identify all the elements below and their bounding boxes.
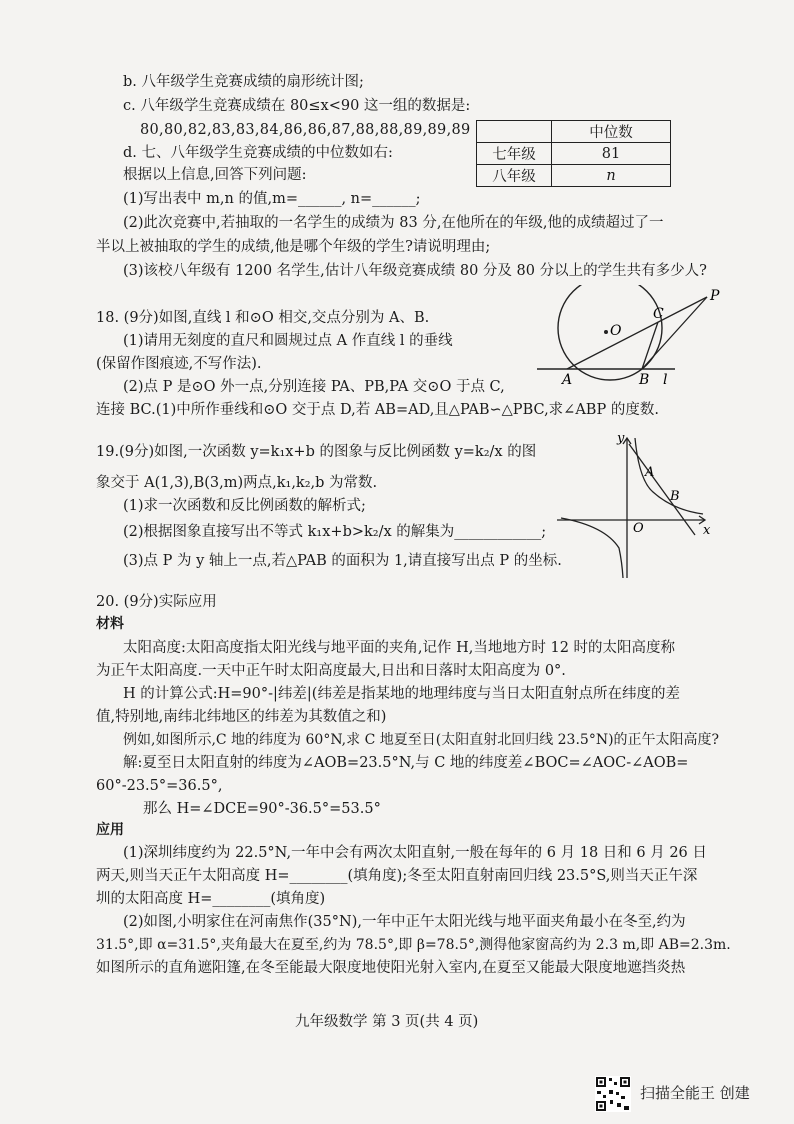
data-list: 80,80,82,83,83,84,86,86,87,88,88,89,89,89 — [140, 122, 471, 138]
text-line: 如图所示的直角遮阳篷,在冬至能最大限度地使阳光射入室内,在夏至又能最大限度地遮挡炎热 — [96, 960, 686, 976]
question-18-title: 18. (9分)如图,直线 l 和⊙O 相交,交点分别为 A、B. — [96, 310, 430, 326]
text-line: (2)点 P 是⊙O 外一点,分别连接 PA、PB,PA 交⊙O 于点 C, — [123, 379, 505, 395]
table-cell: n — [552, 165, 671, 187]
table-row — [477, 121, 671, 143]
median-table — [476, 120, 671, 187]
figure-18-circle-diagram — [535, 285, 730, 390]
text-line: (1)深圳纬度约为 22.5°N,一年中会有两次太阳直射,一般在每年的 6 月 18 日和 6 月 26 日 — [123, 845, 707, 861]
label-p: P — [710, 288, 720, 304]
label-x: x — [703, 523, 711, 538]
text-line: b. 八年级学生竞赛成绩的扇形统计图; — [123, 74, 364, 90]
text-line: (1)写出表中 m,n 的值,m=______, n=______; — [123, 191, 421, 207]
text-line: 为正午太阳高度.一天中正午时太阳高度最大,日出和日落时太阳高度为 0°. — [96, 663, 566, 679]
text-line: 60°-23.5°=36.5°, — [96, 778, 223, 794]
segment-pb — [642, 297, 707, 369]
text-line: 那么 H=∠DCE=90°-36.5°=53.5° — [143, 801, 381, 817]
text-line: 象交于 A(1,3),B(3,m)两点,k₁,k₂,b 为常数. — [96, 475, 378, 491]
section-heading-application: 应用 — [96, 822, 124, 838]
text-line: 圳的太阳高度 H=________(填角度) — [96, 891, 326, 907]
text-line: (2)此次竞赛中,若抽取的一名学生的成绩为 83 分,在他所在的年级,他的成绩超过了一 — [123, 215, 664, 231]
text-line: 连接 BC.(1)中所作垂线和⊙O 交于点 D,若 AB=AD,且△PAB∽△PBC,求∠ABP 的度数. — [96, 402, 659, 418]
label-b: B — [670, 489, 680, 504]
table-cell: 中位数 — [552, 121, 671, 143]
label-l: l — [663, 372, 668, 388]
qr-code-icon — [595, 1076, 631, 1112]
label-c: C — [653, 306, 664, 322]
text-line: 值,特别地,南纬北纬地区的纬差为其数值之和) — [96, 709, 387, 725]
label-o: O — [633, 521, 644, 536]
text-line: (3)点 P 为 y 轴上一点,若△PAB 的面积为 1,请直接写出点 P 的坐标. — [123, 553, 562, 569]
question-19-title: 19.(9分)如图,一次函数 y=k₁x+b 的图象与反比例函数 y=k₂/x 的图 — [96, 444, 537, 460]
label-a: A — [645, 465, 655, 480]
text-line: 半以上被抽取的学生的成绩,他是哪个年级的学生?请说明理由; — [96, 239, 491, 255]
text-line: (1)请用无刻度的直尺和圆规过点 A 作直线 l 的垂线 — [123, 333, 453, 349]
label-y: y — [617, 431, 625, 446]
text-line: (1)求一次函数和反比例函数的解析式; — [123, 498, 366, 514]
label-b: B — [639, 372, 650, 388]
table-row — [477, 143, 671, 165]
center-dot — [604, 330, 608, 334]
table-row — [477, 165, 671, 187]
text-line: (2)如图,小明家住在河南焦作(35°N),一年中正午太阳光线与地平面夹角最小在冬至,约为 — [123, 914, 686, 930]
text-line: 解:夏至日太阳直射的纬度为∠AOB=23.5°N,与 C 地的纬度差∠BOC=∠AOC-∠AOB= — [123, 755, 689, 771]
question-20-title: 20. (9分)实际应用 — [96, 594, 217, 610]
text-line: (2)根据图象直接写出不等式 k₁x+b>k₂/x 的解集为____________; — [123, 524, 547, 540]
table-cell: 八年级 — [477, 165, 552, 187]
text-line: (3)该校八年级有 1200 名学生,估计八年级竞赛成绩 80 分及 80 分以上的学生共有多少人? — [123, 263, 707, 279]
table-cell: 81 — [552, 143, 671, 165]
segment-pa — [567, 297, 707, 369]
text-line: 太阳高度:太阳高度指太阳光线与地平面的夹角,记作 H,当地地方时 12 时的太阳高度称 — [123, 640, 676, 656]
page-footer: 九年级数学 第 3 页(共 4 页) — [295, 1014, 479, 1030]
text-line: d. 七、八年级学生竞赛成绩的中位数如右: — [123, 145, 393, 161]
section-heading-material: 材料 — [96, 616, 124, 632]
text-line: H 的计算公式:H=90°-|纬差|(纬差是指某地的地理纬度与当日太阳直射点所在纬度的差 — [123, 686, 680, 702]
label-a: A — [562, 372, 573, 388]
text-line: (保留作图痕迹,不写作法). — [96, 356, 262, 372]
text-line: 两天,则当天正午太阳高度 H=________(填角度);冬至太阳直射南回归线 23.5°S,则当天正午深 — [96, 868, 698, 884]
text-line: c. 八年级学生竞赛成绩在 80≤x<90 这一组的数据是: — [123, 98, 471, 114]
text-line: 根据以上信息,回答下列问题: — [123, 167, 307, 183]
text-line: 例如,如图所示,C 地的纬度为 60°N,求 C 地夏至日(太阳直射北回归线 23.5°N)的正午太阳高度? — [123, 732, 720, 748]
hyperbola-branch-3 — [561, 518, 623, 578]
text-line: 31.5°,即 α=31.5°,夹角最大在夏至,约为 78.5°,即 β=78.5°,测得他家窗高约为 2.3 m,即 AB=2.3m. — [96, 937, 731, 953]
table-cell — [477, 121, 552, 143]
scanner-watermark: 扫描全能王 创建 — [640, 1084, 750, 1102]
figure-19-function-graph — [555, 430, 715, 580]
table-cell: 七年级 — [477, 143, 552, 165]
label-o: O — [610, 323, 622, 339]
